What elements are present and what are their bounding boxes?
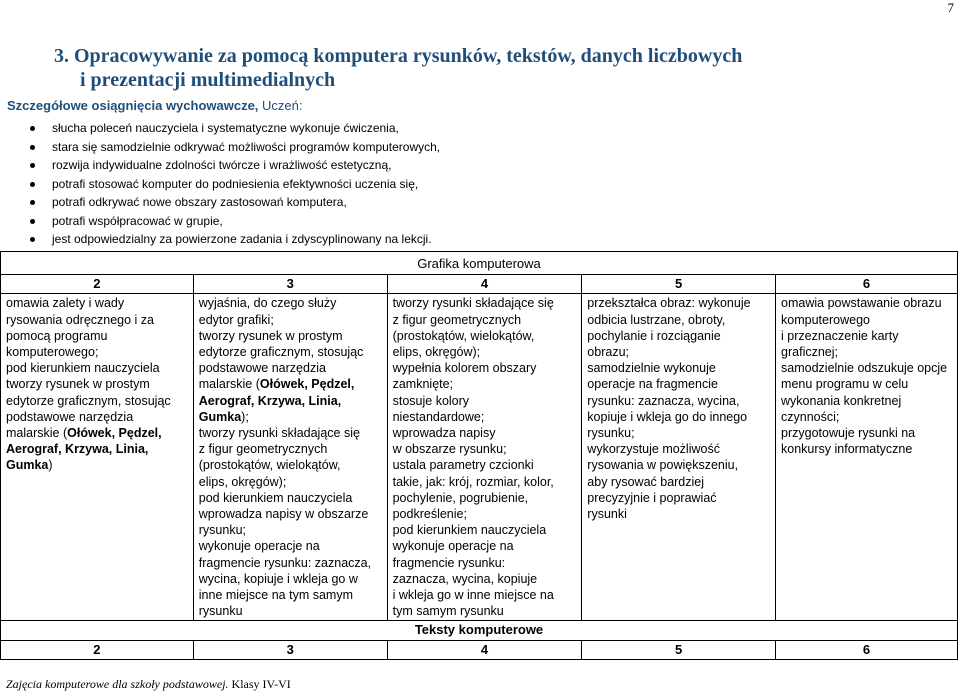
- grade-header: 5: [582, 275, 776, 294]
- cell-line: [587, 425, 770, 441]
- cell-text: rysowania w powiększeniu,: [587, 458, 739, 473]
- cell-line: [199, 474, 382, 490]
- cell-text: Ołówek, Pędzel,: [67, 426, 162, 441]
- cell-text: rysunku: [198, 604, 243, 619]
- cell-text: pochylanie i rozciąganie: [587, 328, 721, 343]
- cell-line: [199, 506, 382, 522]
- cell-text: podstawowe narzędzia: [6, 409, 134, 424]
- cell-line: [199, 603, 382, 619]
- cell-line: [393, 603, 577, 619]
- cell-text: edytorze graficznym, stosując: [6, 393, 171, 408]
- cell-line: [6, 328, 188, 344]
- cell-line: [6, 376, 188, 392]
- page-number: 7: [947, 0, 954, 15]
- cell-text: wyjaśnia, do czego służy: [198, 296, 337, 311]
- cell-text: podkreślenie;: [392, 507, 467, 522]
- list-item: rozwija indywidualne zdolności twórcze i wrażliwość estetyczną,: [30, 156, 440, 175]
- grade-header: 4: [387, 640, 582, 659]
- cell-text: rysunku;: [198, 523, 247, 538]
- cell-line: [781, 441, 952, 457]
- cell-line: [393, 328, 577, 344]
- cell-line: [587, 409, 770, 425]
- table-row: [1, 294, 958, 621]
- cell-text: czynności;: [781, 409, 840, 424]
- cell-line: [199, 409, 382, 425]
- grade-header: 4: [387, 275, 582, 294]
- cell-text: rysowania odręcznego i za: [6, 312, 154, 327]
- cell-line: [587, 457, 770, 473]
- cell-text: rysunku: zaznacza, wycina,: [587, 393, 740, 408]
- cell-text: wycina, kopiuje i wkleja go w: [198, 571, 358, 586]
- cell-line: [781, 312, 952, 328]
- cell-text: niestandardowe;: [392, 409, 485, 424]
- cell-line: [393, 360, 577, 376]
- cell-line: [393, 441, 577, 457]
- cell-text: ustala parametry czcionki: [392, 458, 534, 473]
- cell-line: [393, 425, 577, 441]
- cell-text: zaznacza, wycina, kopiuje: [392, 571, 538, 586]
- cell-line: [199, 587, 382, 603]
- cell-line: [393, 490, 577, 506]
- cell-line: [781, 425, 952, 441]
- cell-text: w obszarze rysunku;: [392, 442, 507, 457]
- cell-line: [587, 441, 770, 457]
- requirements-table: [0, 251, 958, 660]
- table-row: [1, 252, 958, 275]
- cell-text: samodzielnie wykonuje: [587, 361, 716, 376]
- cell-line: [393, 393, 577, 409]
- grade-header: 6: [776, 640, 958, 659]
- cell-text: fragmencie rysunku: zaznacza,: [198, 555, 372, 570]
- cell-text: tworzy rysunki składające się: [392, 296, 554, 311]
- cell-line: [199, 522, 382, 538]
- cell-line: [6, 344, 188, 360]
- footer-title: Zajęcia komputerowe dla szkoły podstawowej.: [6, 677, 229, 691]
- cell-line: [587, 295, 770, 311]
- cell-text: pochylenie, pogrubienie,: [392, 490, 529, 505]
- cell-text: i przeznaczenie karty: [781, 328, 899, 343]
- cell-text: Aerograf, Krzywa, Linia,: [6, 442, 149, 457]
- cell-text: pod kierunkiem nauczyciela: [198, 490, 353, 505]
- cell-line: [6, 409, 188, 425]
- table-cell: [776, 294, 958, 621]
- cell-text: menu programu w celu: [781, 377, 909, 392]
- cell-line: [781, 409, 952, 425]
- cell-text: wypełnia kolorem obszary: [392, 361, 537, 376]
- cell-line: [781, 376, 952, 392]
- cell-line: [199, 457, 382, 473]
- cell-text: elips, okręgów);: [392, 345, 481, 360]
- page-footer: [6, 677, 291, 692]
- cell-line: [587, 376, 770, 392]
- list-item: słucha poleceń nauczyciela i systematyczne wykonuje ćwiczenia,: [30, 119, 440, 138]
- chapter-title-line1: 3. Opracowywanie za pomocą komputera rysunków, tekstów, danych liczbowych: [54, 45, 743, 67]
- cell-line: [199, 344, 382, 360]
- cell-text: Gumka: [6, 458, 49, 473]
- cell-line: [6, 425, 188, 441]
- cell-text: wprowadza napisy w obszarze: [198, 507, 369, 522]
- table-cell: [193, 294, 387, 621]
- cell-text: tworzy rysunki składające się: [198, 426, 360, 441]
- cell-text: kopiuje i wkleja go do innego: [587, 409, 748, 424]
- cell-line: [393, 457, 577, 473]
- cell-line: [199, 425, 382, 441]
- grade-header: 5: [582, 640, 776, 659]
- cell-text: wykonuje operacje na: [392, 539, 514, 554]
- cell-line: [199, 538, 382, 554]
- cell-text: aby rysować bardziej: [587, 474, 705, 489]
- grade-header: 2: [1, 640, 194, 659]
- table-cell: [1, 294, 194, 621]
- cell-line: [393, 555, 577, 571]
- section-heading-graphics: Grafika komputerowa: [1, 252, 958, 275]
- cell-text: malarskie (: [198, 377, 260, 392]
- cell-line: [781, 393, 952, 409]
- table-row: [1, 275, 958, 294]
- cell-line: [393, 295, 577, 311]
- cell-text: obrazu;: [587, 345, 629, 360]
- cell-line: [587, 490, 770, 506]
- table-row: [1, 621, 958, 640]
- cell-text: fragmencie rysunku:: [392, 555, 506, 570]
- cell-text: przekształca obraz: wykonuje: [587, 296, 751, 311]
- cell-line: [199, 571, 382, 587]
- cell-text: ): [48, 458, 53, 473]
- cell-line: [6, 312, 188, 328]
- goals-heading: [7, 98, 303, 113]
- table-row: [1, 640, 958, 659]
- cell-line: [393, 344, 577, 360]
- cell-line: [587, 360, 770, 376]
- cell-text: komputerowego;: [6, 345, 99, 360]
- cell-line: [6, 360, 188, 376]
- cell-text: i wkleja go w inne miejsce na: [392, 588, 554, 603]
- cell-text: );: [241, 409, 249, 424]
- grade-header: 3: [193, 275, 387, 294]
- grade-header: 6: [776, 275, 958, 294]
- chapter-title: [54, 44, 934, 92]
- cell-line: [6, 393, 188, 409]
- list-item: potrafi odkrywać nowe obszary zastosowań komputera,: [30, 193, 440, 212]
- goals-list: [30, 119, 440, 249]
- cell-text: z figur geometrycznych: [392, 312, 522, 327]
- cell-text: samodzielnie odszukuje opcje: [781, 361, 948, 376]
- table-cell: [387, 294, 582, 621]
- cell-text: przygotowuje rysunki na: [781, 426, 916, 441]
- cell-line: [199, 555, 382, 571]
- cell-line: [393, 409, 577, 425]
- cell-text: wykonuje operacje na: [198, 539, 320, 554]
- grade-header: 3: [193, 640, 387, 659]
- cell-text: zamknięte;: [392, 377, 454, 392]
- cell-line: [199, 490, 382, 506]
- cell-text: operacje na fragmencie: [587, 377, 718, 392]
- cell-text: takie, jak: krój, rozmiar, kolor,: [392, 474, 554, 489]
- list-item: potrafi stosować komputer do podniesienia efektywności uczenia się,: [30, 175, 440, 194]
- cell-text: precyzyjnie i poprawiać: [587, 490, 717, 505]
- cell-text: konkursy informatyczne: [781, 442, 913, 457]
- cell-line: [6, 457, 188, 473]
- cell-line: [199, 360, 382, 376]
- cell-text: odbicia lustrzane, obroty,: [587, 312, 726, 327]
- goals-heading-bold: Szczegółowe osiągnięcia wychowawcze,: [7, 98, 259, 113]
- cell-text: (prostokątów, wielokątów,: [198, 458, 341, 473]
- cell-text: pod kierunkiem nauczyciela: [6, 361, 160, 376]
- cell-line: [393, 312, 577, 328]
- cell-line: [199, 295, 382, 311]
- cell-text: Aerograf, Krzywa, Linia,: [198, 393, 342, 408]
- cell-line: [393, 474, 577, 490]
- table-cell: [582, 294, 776, 621]
- cell-text: edytor grafiki;: [198, 312, 274, 327]
- chapter-title-line2: i prezentacji multimedialnych: [80, 69, 336, 91]
- cell-line: [393, 376, 577, 392]
- grade-header: 2: [1, 275, 194, 294]
- cell-text: rysunki: [587, 507, 627, 522]
- cell-line: [587, 506, 770, 522]
- cell-text: graficznej;: [781, 345, 839, 360]
- cell-line: [587, 393, 770, 409]
- cell-text: wykorzystuje możliwość: [587, 442, 720, 457]
- cell-line: [199, 393, 382, 409]
- cell-line: [393, 587, 577, 603]
- cell-line: [781, 328, 952, 344]
- cell-line: [587, 312, 770, 328]
- cell-text: tworzy rysunek w prostym: [6, 377, 150, 392]
- cell-text: pod kierunkiem nauczyciela: [392, 523, 547, 538]
- cell-line: [199, 312, 382, 328]
- cell-text: z figur geometrycznych: [198, 442, 328, 457]
- cell-line: [393, 538, 577, 554]
- cell-text: tym samym rysunku: [392, 604, 504, 619]
- cell-line: [393, 571, 577, 587]
- cell-text: wprowadza napisy: [392, 426, 496, 441]
- list-item: potrafi współpracować w grupie,: [30, 212, 440, 231]
- cell-text: rysunku;: [587, 426, 635, 441]
- cell-line: [199, 441, 382, 457]
- cell-line: [6, 295, 188, 311]
- cell-text: omawia zalety i wady: [6, 296, 125, 311]
- cell-line: [587, 474, 770, 490]
- cell-text: komputerowego: [781, 312, 870, 327]
- cell-text: edytorze graficznym, stosując: [198, 345, 364, 360]
- cell-line: [199, 328, 382, 344]
- footer-classes: Klasy IV-VI: [228, 677, 291, 691]
- goals-heading-normal: Uczeń:: [258, 98, 303, 113]
- cell-text: (prostokątów, wielokątów,: [392, 328, 535, 343]
- cell-line: [393, 506, 577, 522]
- cell-line: [781, 360, 952, 376]
- cell-text: inne miejsce na tym samym: [198, 588, 353, 603]
- cell-line: [6, 441, 188, 457]
- cell-text: Ołówek, Pędzel,: [259, 377, 355, 392]
- cell-text: pomocą programu: [6, 328, 108, 343]
- cell-line: [393, 522, 577, 538]
- list-item: stara się samodzielnie odkrywać możliwości programów komputerowych,: [30, 138, 440, 157]
- cell-text: wykonania konkretnej: [781, 393, 902, 408]
- cell-text: stosuje kolory: [392, 393, 470, 408]
- cell-text: elips, okręgów);: [198, 474, 287, 489]
- cell-line: [587, 328, 770, 344]
- cell-text: malarskie (: [6, 426, 68, 441]
- list-item: jest odpowiedzialny za powierzone zadania i zdyscyplinowany na lekcji.: [30, 230, 440, 249]
- cell-line: [781, 344, 952, 360]
- cell-text: Gumka: [198, 409, 242, 424]
- cell-line: [587, 344, 770, 360]
- cell-text: omawia powstawanie obrazu: [781, 296, 942, 311]
- cell-line: [199, 376, 382, 392]
- cell-text: tworzy rysunek w prostym: [198, 328, 343, 343]
- cell-text: podstawowe narzędzia: [198, 361, 326, 376]
- section-heading-text: Teksty komputerowe: [1, 621, 958, 640]
- cell-line: [781, 295, 952, 311]
